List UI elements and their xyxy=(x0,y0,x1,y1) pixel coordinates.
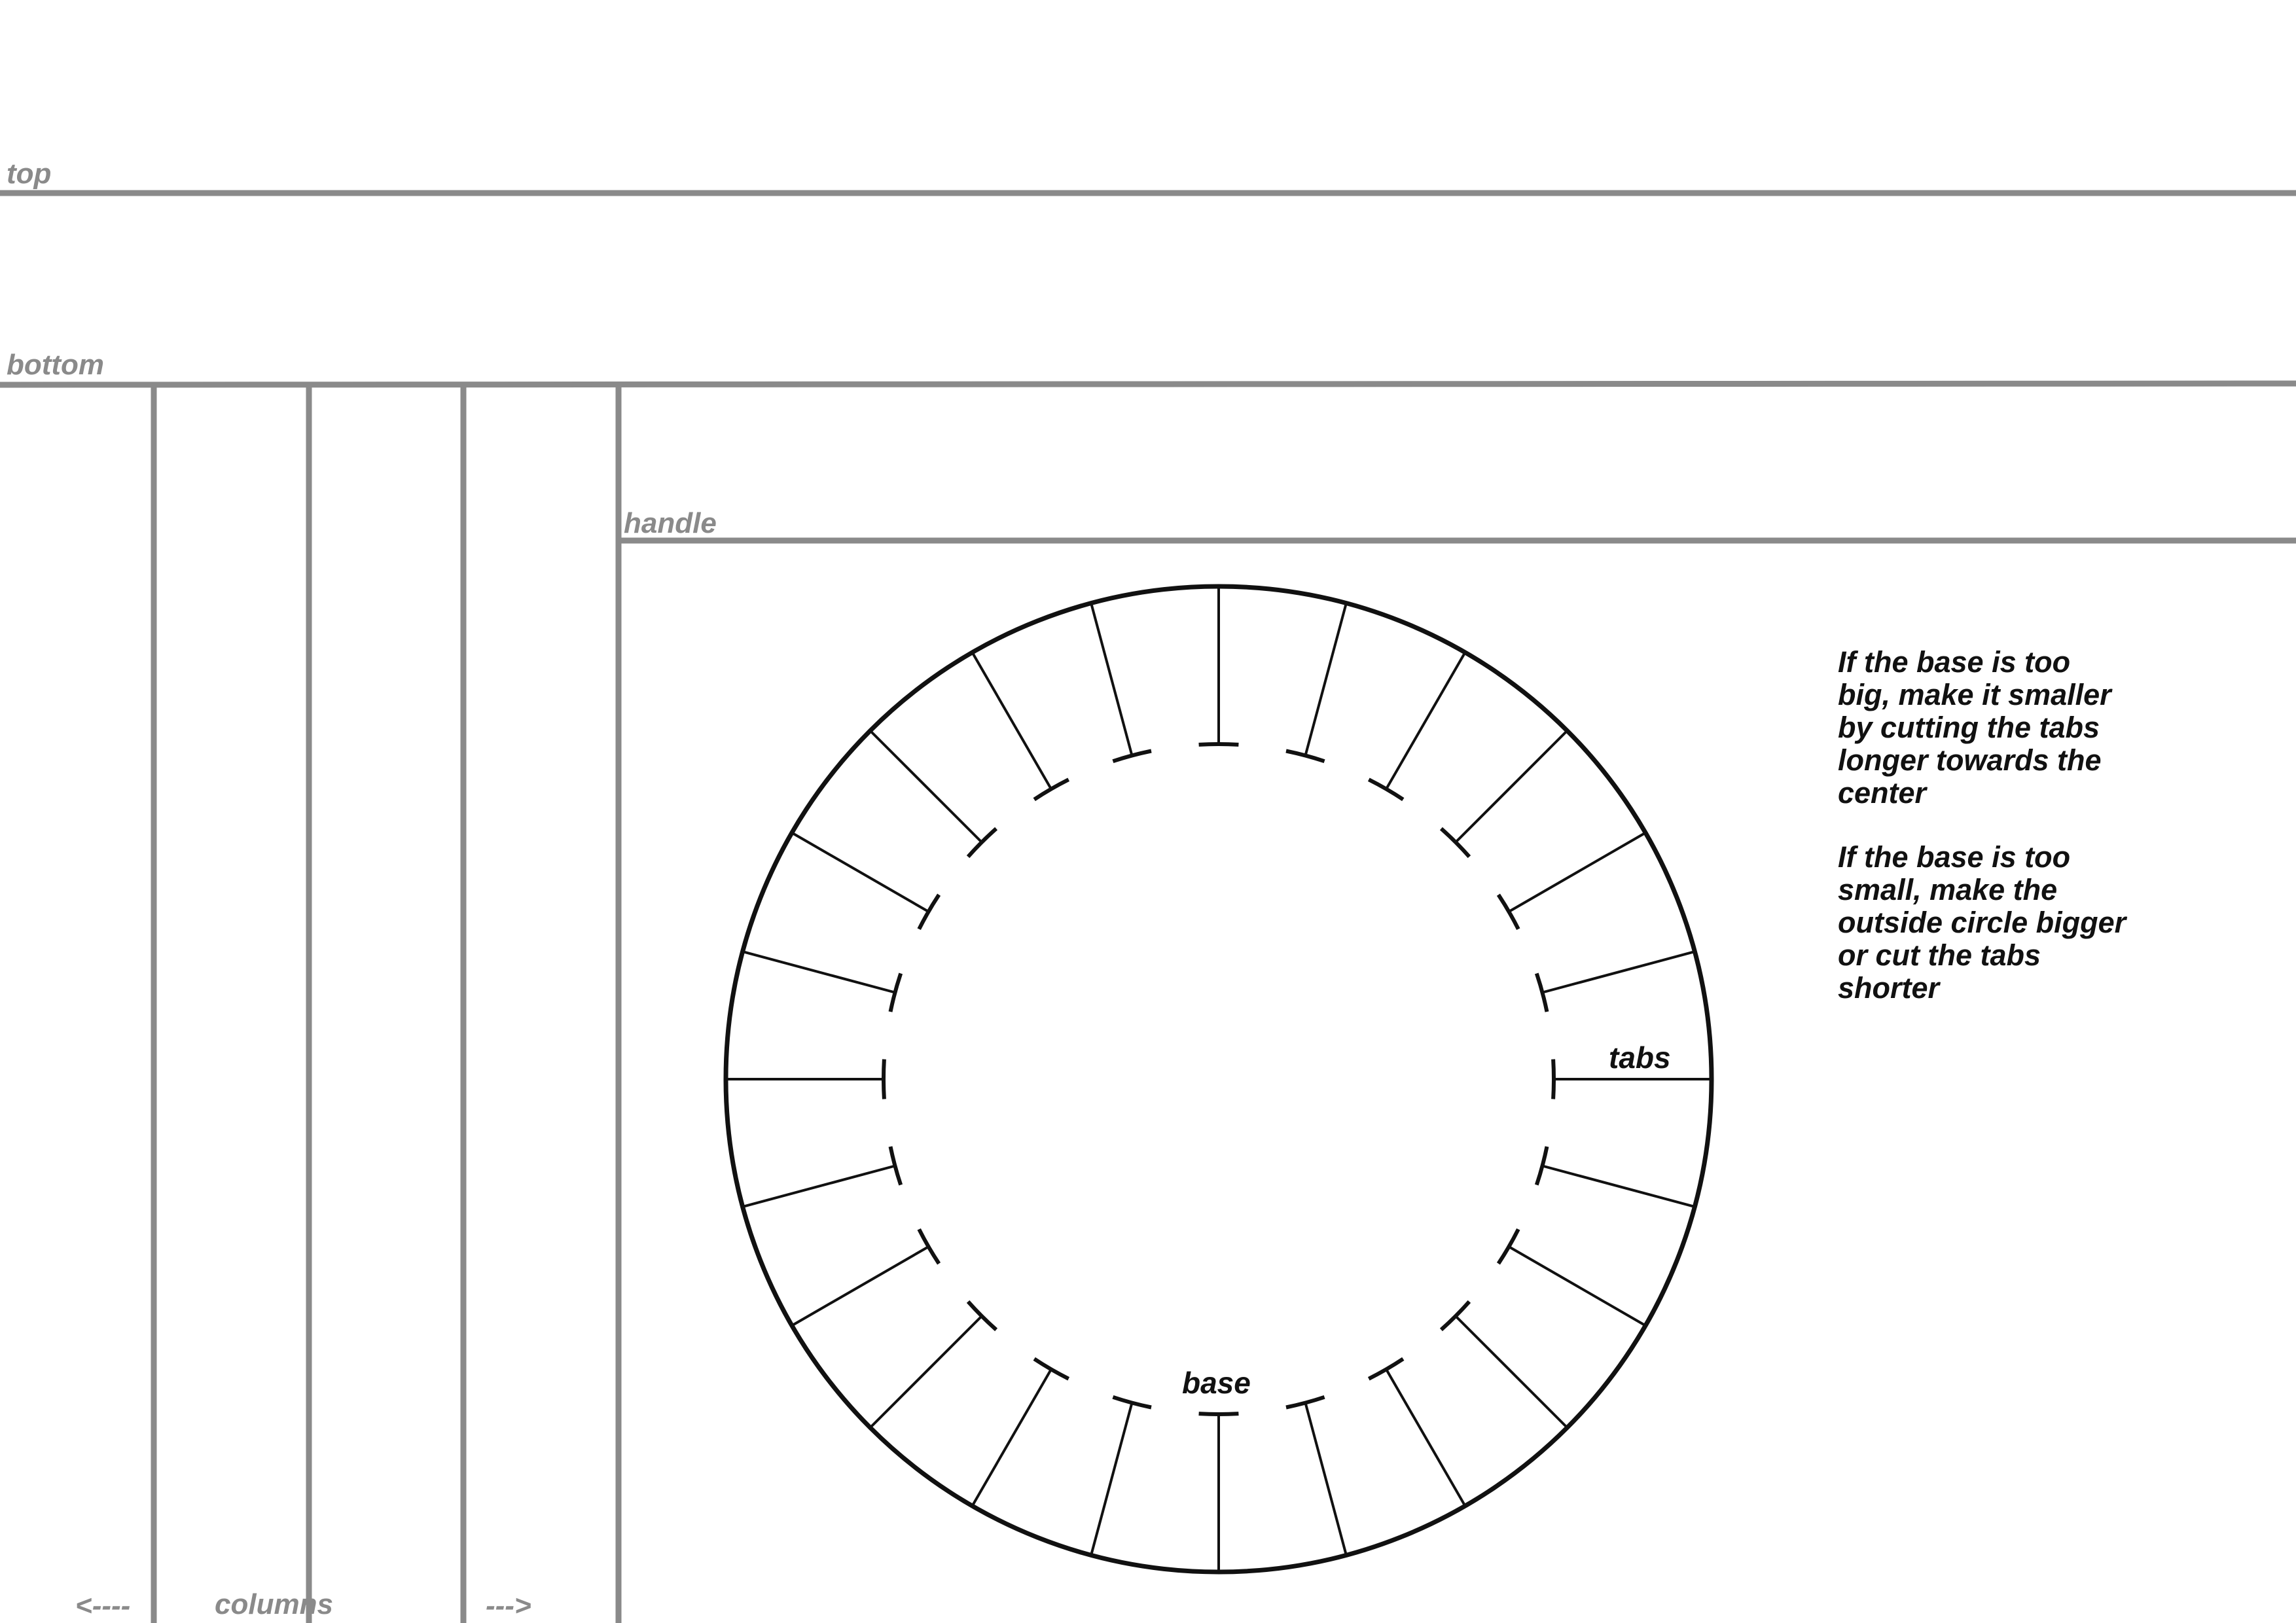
base-circle-dash xyxy=(1199,744,1239,745)
bottom-fold-line xyxy=(0,383,2296,385)
tab-cut-line xyxy=(1509,1247,1645,1326)
top-label: top xyxy=(7,158,52,190)
tab-cut-line xyxy=(743,952,895,992)
tab-cut-line xyxy=(1091,1403,1132,1556)
bottom-label: bottom xyxy=(7,349,105,381)
handle-label: handle xyxy=(624,507,717,539)
tab-cut-line xyxy=(743,1166,895,1207)
tab-cut-line xyxy=(792,1247,929,1326)
tab-cut-line xyxy=(870,1316,982,1428)
tab-cut-line xyxy=(1543,952,1695,992)
columns-arrow-left: <---- xyxy=(75,1590,131,1622)
base-label: base xyxy=(1182,1366,1251,1400)
base-circle-dash xyxy=(1034,1359,1069,1378)
base-circle-dash xyxy=(1553,1060,1554,1099)
base-wheel xyxy=(726,586,1712,1572)
tab-cut-line xyxy=(1543,1166,1695,1207)
columns-label: columns xyxy=(215,1588,333,1620)
base-circle-dash xyxy=(1498,895,1518,929)
tabs-label: tabs xyxy=(1609,1041,1671,1075)
base-circle-dash xyxy=(1034,779,1069,799)
note-base-too-big: If the base is too big, make it smaller by cutting the tabs longer towards the center xyxy=(1838,645,2111,810)
base-circle-dash xyxy=(1369,1359,1403,1378)
base-circle-dash xyxy=(919,895,939,929)
tab-cut-line xyxy=(1306,603,1346,756)
tab-cut-line xyxy=(1306,1403,1346,1556)
columns-arrow-right: ---> xyxy=(486,1590,531,1622)
base-circle-dash xyxy=(1498,1229,1518,1264)
tab-cut-line xyxy=(1386,1369,1465,1506)
tab-cut-line xyxy=(973,652,1052,789)
tab-cut-line xyxy=(1456,1316,1568,1428)
tab-cut-line xyxy=(870,731,982,843)
tab-cut-line xyxy=(792,833,929,912)
tab-cut-line xyxy=(1091,603,1132,756)
tab-cut-line xyxy=(1386,652,1465,789)
base-circle-dash xyxy=(919,1229,939,1264)
tab-cut-line xyxy=(1456,731,1568,843)
note-base-too-small: If the base is too small, make the outside circle bigger or cut the tabs shorter xyxy=(1838,840,2126,1005)
tab-cut-line xyxy=(1509,833,1645,912)
tab-cut-line xyxy=(973,1369,1052,1506)
base-circle-dash xyxy=(1369,779,1403,799)
